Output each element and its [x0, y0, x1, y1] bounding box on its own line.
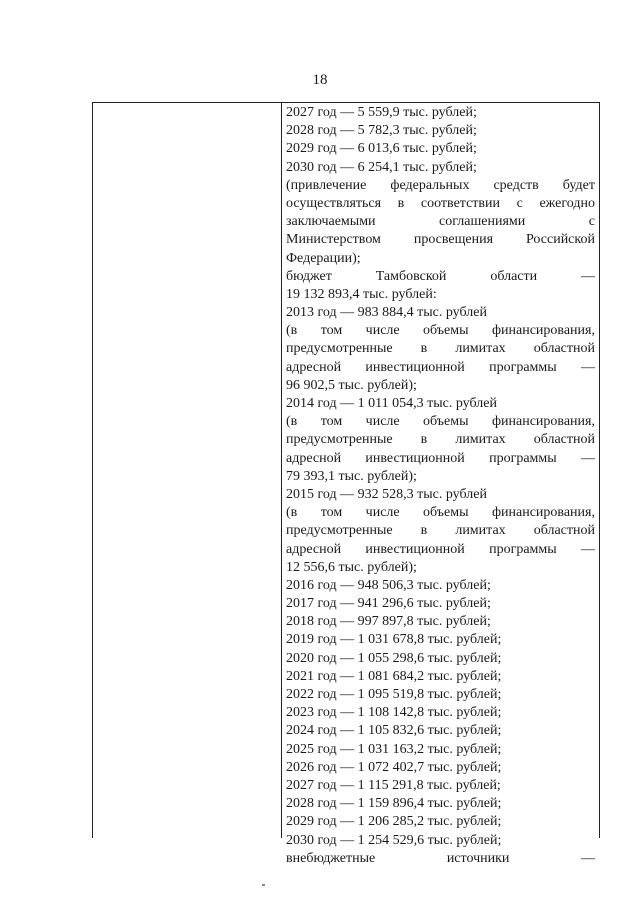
text-line: [286, 631, 595, 649]
text-fragment: 2027 год — 1 115 291,8 тыс. рублей;: [286, 777, 501, 793]
text-fragment: с: [516, 195, 523, 211]
text-fragment: с: [588, 214, 595, 230]
text-fragment: числе: [365, 505, 400, 521]
text-line: [286, 832, 595, 850]
text-fragment: инвестиционной: [365, 450, 465, 466]
text-fragment: соответствии: [420, 195, 501, 211]
text-fragment: объемы: [423, 505, 469, 521]
text-fragment: (привлечение: [286, 177, 367, 193]
text-line: [286, 541, 595, 559]
text-line: [286, 377, 595, 395]
text-line: [286, 140, 595, 158]
text-fragment: 2028 год — 5 782,3 тыс. рублей;: [286, 123, 477, 139]
text-fragment: 2014 год — 1 011 054,3 тыс. рублей: [286, 396, 497, 411]
text-line: [286, 668, 595, 686]
text-line: [286, 813, 595, 831]
table-right-cell: [286, 104, 595, 868]
text-line: [286, 650, 595, 668]
text-fragment: заключаемыми: [286, 214, 376, 230]
text-fragment: 2018 год — 997 897,8 тыс. рублей;: [286, 614, 491, 630]
text-fragment: осуществляться: [286, 195, 382, 211]
text-fragment: 2027 год — 5 559,9 тыс. рублей;: [286, 105, 477, 120]
text-line: [286, 686, 595, 704]
text-line: [286, 431, 595, 449]
text-fragment: Федерации);: [286, 250, 361, 266]
text-line: [286, 759, 595, 777]
text-fragment: 2021 год — 1 081 684,2 тыс. рублей;: [286, 668, 502, 684]
text-fragment: —: [581, 450, 595, 466]
page-number: 18: [312, 72, 328, 88]
text-fragment: областной: [533, 523, 595, 539]
text-line: [286, 195, 595, 213]
text-line: [286, 850, 595, 868]
text-fragment: лимитах: [455, 523, 506, 539]
text-fragment: внебюджетные: [286, 850, 376, 866]
text-fragment: 2019 год — 1 031 678,8 тыс. рублей;: [286, 632, 502, 648]
text-fragment: Российской: [525, 232, 595, 248]
text-line: [286, 704, 595, 722]
text-fragment: финансирования,: [491, 414, 595, 430]
text-fragment: том: [320, 505, 343, 521]
text-fragment: 2015 год — 932 528,3 тыс. рублей: [286, 486, 487, 502]
text-fragment: лимитах: [455, 432, 506, 448]
text-line: [286, 286, 595, 304]
text-line: [286, 322, 595, 340]
text-line: [286, 795, 595, 813]
text-line: [286, 304, 595, 322]
text-fragment: программы: [489, 359, 557, 375]
text-fragment: в: [397, 195, 405, 211]
text-line: [286, 450, 595, 468]
text-fragment: 2029 год — 6 013,6 тыс. рублей;: [286, 141, 477, 157]
text-line: [286, 613, 595, 631]
text-fragment: ежегодно: [539, 195, 595, 211]
text-fragment: соглашениями: [439, 214, 526, 230]
text-line: [286, 577, 595, 595]
text-fragment: инвестиционной: [365, 359, 465, 375]
text-fragment: том: [320, 414, 343, 430]
text-line: [286, 340, 595, 358]
text-line: [286, 777, 595, 795]
text-fragment: —: [580, 850, 595, 866]
text-fragment: —: [581, 359, 595, 375]
text-fragment: 2026 год — 1 072 402,7 тыс. рублей;: [286, 759, 502, 775]
text-line: [286, 595, 595, 613]
text-line: [286, 741, 595, 759]
text-fragment: программы: [489, 450, 557, 466]
text-fragment: 2022 год — 1 095 519,8 тыс. рублей;: [286, 687, 502, 702]
table-left-cell: [93, 103, 281, 838]
text-line: [286, 104, 595, 122]
text-fragment: в: [420, 341, 428, 357]
text-fragment: будет: [562, 177, 595, 193]
text-fragment: адресной: [286, 541, 342, 557]
funding-table: [92, 102, 600, 866]
text-fragment: 2029 год — 1 206 285,2 тыс. рублей;: [286, 814, 502, 830]
text-fragment: 19 132 893,4 тыс. рублей:: [286, 286, 437, 302]
text-line: [286, 413, 595, 431]
text-line: [286, 522, 595, 540]
text-fragment: числе: [365, 323, 400, 339]
text-fragment: 2020 год — 1 055 298,6 тыс. рублей;: [286, 650, 502, 666]
text-fragment: областной: [533, 432, 595, 448]
text-fragment: 79 393,1 тыс. рублей);: [286, 468, 417, 484]
text-line: [286, 395, 595, 413]
text-fragment: том: [320, 323, 343, 339]
text-fragment: предусмотренные: [286, 341, 393, 357]
text-line: [286, 504, 595, 522]
text-fragment: Министерством: [286, 232, 381, 248]
text-fragment: (в: [286, 323, 298, 339]
text-line: [286, 122, 595, 140]
text-fragment: Тамбовской: [375, 268, 447, 284]
text-line: [286, 268, 595, 286]
text-fragment: числе: [365, 414, 400, 430]
text-fragment: просвещения: [413, 232, 494, 248]
text-fragment: (в: [286, 505, 298, 521]
text-fragment: 96 902,5 тыс. рублей);: [286, 377, 417, 393]
column-divider: [281, 103, 282, 838]
text-fragment: —: [581, 541, 595, 557]
text-fragment: в: [420, 523, 428, 539]
text-line: [286, 177, 595, 195]
text-fragment: адресной: [286, 359, 342, 375]
text-fragment: лимитах: [455, 341, 506, 357]
text-fragment: предусмотренные: [286, 523, 393, 539]
text-fragment: инвестиционной: [365, 541, 465, 557]
text-line: [286, 722, 595, 740]
text-fragment: финансирования,: [491, 505, 595, 521]
text-fragment: 2030 год — 6 254,1 тыс. рублей;: [286, 159, 477, 175]
text-fragment: объемы: [423, 414, 469, 430]
text-fragment: 2023 год — 1 108 142,8 тыс. рублей;: [286, 705, 502, 721]
text-fragment: средств: [493, 177, 539, 193]
text-fragment: —: [581, 268, 595, 284]
text-fragment: бюджет: [286, 268, 332, 284]
text-fragment: предусмотренные: [286, 432, 393, 448]
text-fragment: 2028 год — 1 159 896,4 тыс. рублей;: [286, 796, 502, 812]
text-fragment: адресной: [286, 450, 342, 466]
text-fragment: финансирования,: [491, 323, 595, 339]
text-fragment: 2016 год — 948 506,3 тыс. рублей;: [286, 577, 491, 593]
text-fragment: областной: [533, 341, 595, 357]
text-fragment: объемы: [423, 323, 469, 339]
text-fragment: в: [420, 432, 428, 448]
text-line: [286, 559, 595, 577]
text-line: [286, 231, 595, 249]
text-line: [286, 213, 595, 231]
text-fragment: 2025 год — 1 031 163,2 тыс. рублей;: [286, 741, 502, 757]
text-line: [286, 359, 595, 377]
text-fragment: 2013 год — 983 884,4 тыс. рублей: [286, 305, 487, 321]
text-fragment: 2024 год — 1 105 832,6 тыс. рублей;: [286, 723, 502, 739]
text-fragment: 12 556,6 тыс. рублей);: [286, 559, 417, 575]
text-line: [286, 250, 595, 268]
text-fragment: источники: [446, 850, 510, 866]
text-line: [286, 159, 595, 177]
text-fragment: 2030 год — 1 254 529,6 тыс. рублей;: [286, 832, 502, 848]
text-line: [286, 486, 595, 504]
text-fragment: 2017 год — 941 296,6 тыс. рублей;: [286, 596, 491, 612]
text-fragment: программы: [489, 541, 557, 557]
text-fragment: области: [490, 268, 538, 284]
text-fragment: (в: [286, 414, 298, 430]
text-line: [286, 468, 595, 486]
scan-artifact-mark: [262, 884, 265, 886]
text-fragment: федеральных: [390, 177, 470, 193]
